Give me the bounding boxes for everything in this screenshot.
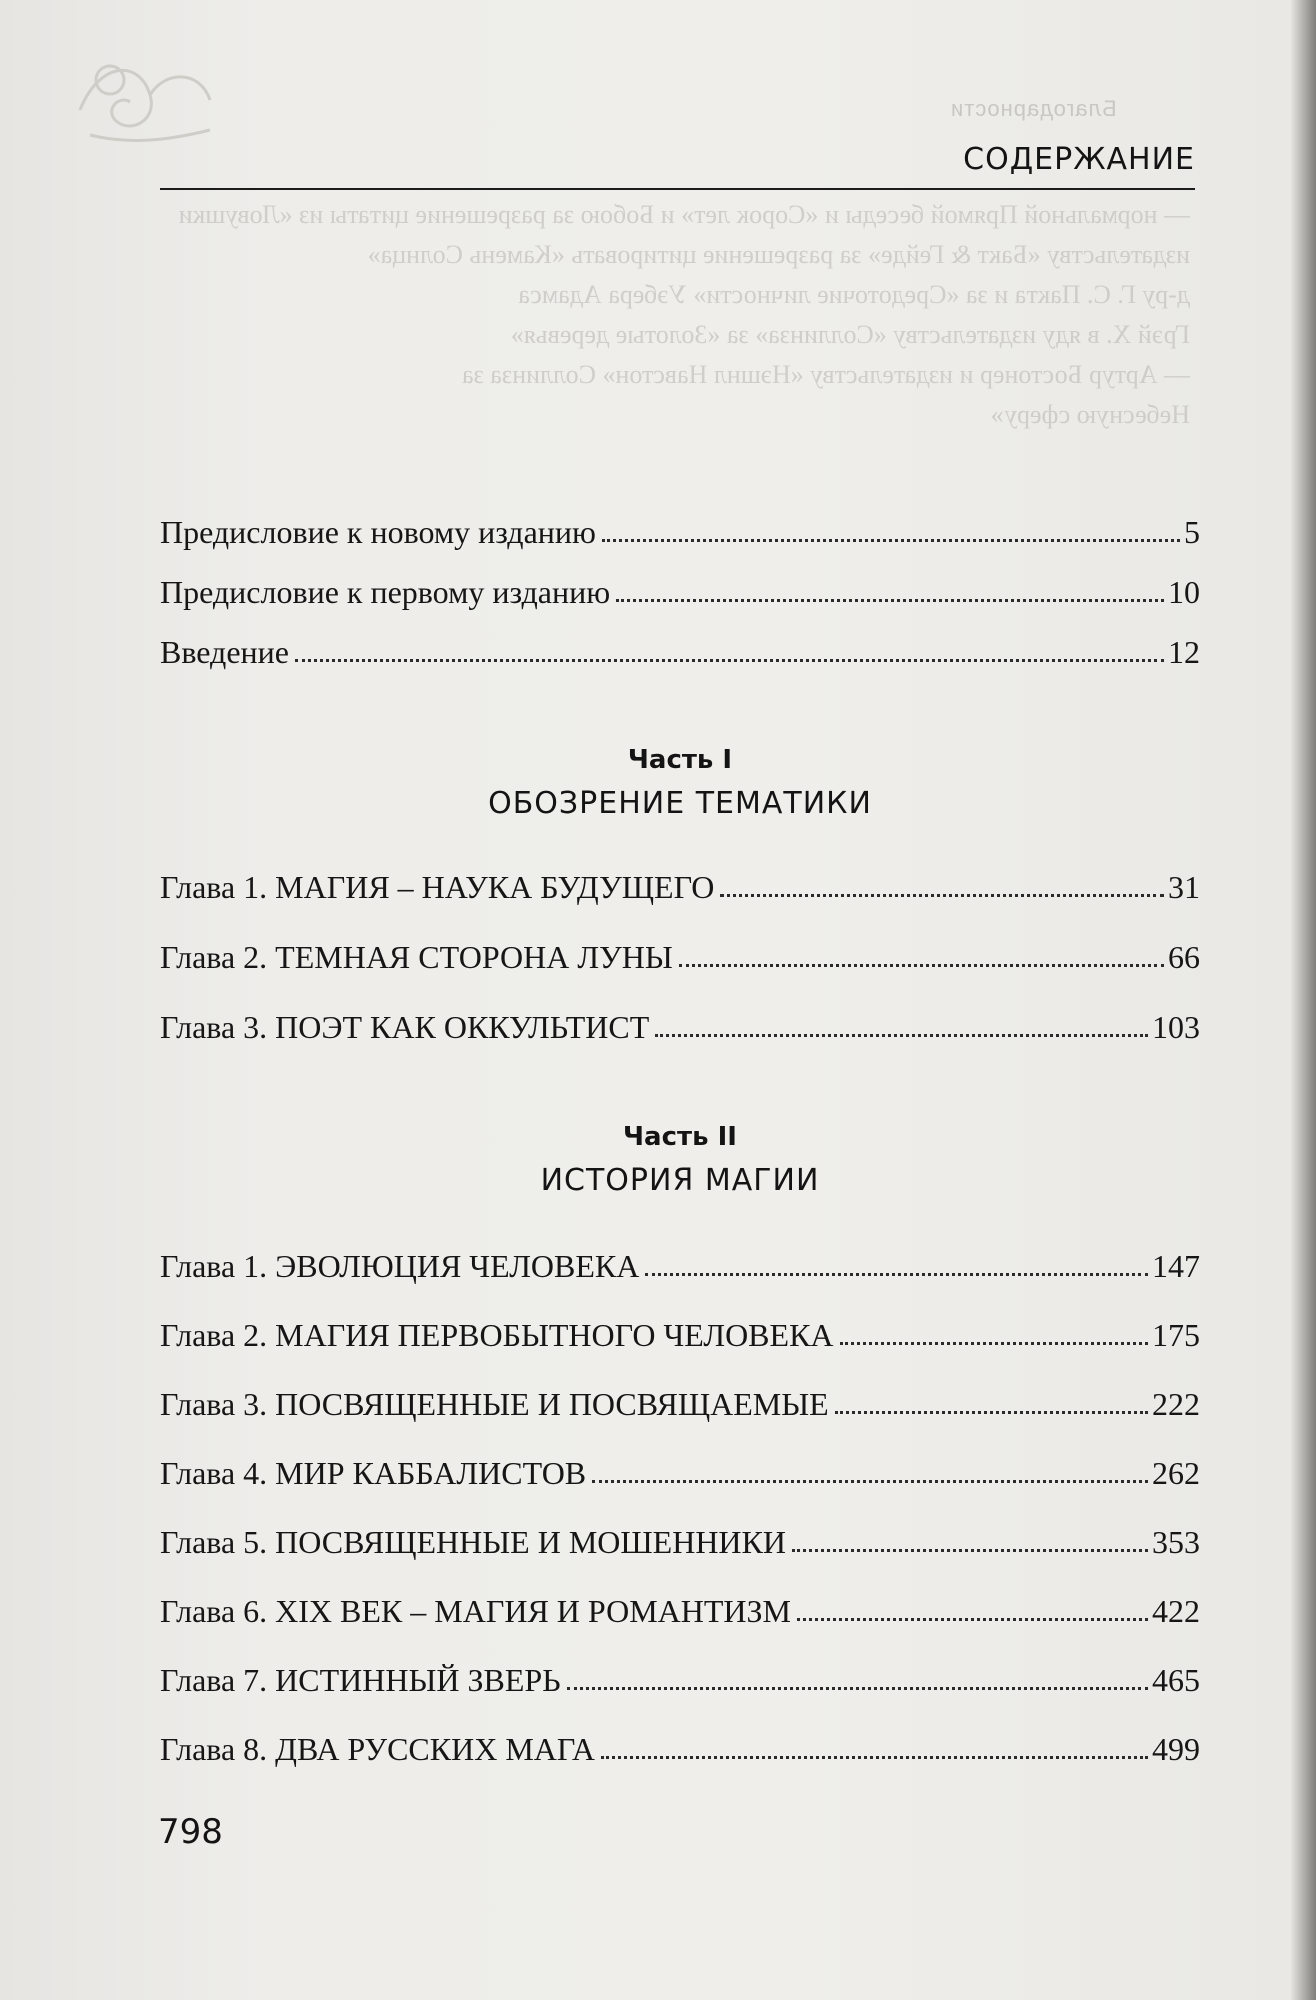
toc-entry-page: 499: [1152, 1731, 1200, 1767]
toc-entry[interactable]: [160, 1724, 1200, 1768]
toc-entry-page: 147: [1152, 1248, 1200, 1284]
toc-entry-page: 222: [1152, 1386, 1200, 1422]
dot-leader: [616, 597, 1164, 602]
toc-entry[interactable]: [160, 862, 1200, 906]
toc-entry[interactable]: [160, 507, 1200, 551]
page-edge-shadow: [1290, 0, 1316, 2000]
page-title: СОДЕРЖАНИЕ: [963, 142, 1195, 177]
bleed-through-text: д-ру Г. С. Пакта и за «Средоточие личности» Уэбера Адамса: [518, 280, 1190, 309]
dot-leader: [567, 1685, 1148, 1690]
toc-entry[interactable]: [160, 627, 1200, 671]
bleed-through-text: — Артур Бостонер и издательству «Нэшнл Навстон» Соллинза за: [462, 360, 1190, 389]
toc-entry-title: Глава 1. ЭВОЛЮЦИЯ ЧЕЛОВЕКА: [160, 1248, 640, 1284]
toc-entry-title: Глава 8. ДВА РУССКИХ МАГА: [160, 1731, 596, 1767]
dot-leader: [601, 1754, 1148, 1759]
part-label: Часть I: [627, 745, 733, 775]
bleed-through-text: — нормальной Прямой беседы и «Сорок лет» и Бобою за разрешение цитаты из «Ловушки: [178, 200, 1190, 229]
toc-entry-title: Глава 3. ПОСВЯЩЕННЫЕ И ПОСВЯЩАЕМЫЕ: [160, 1386, 829, 1422]
dot-leader: [840, 1340, 1148, 1345]
toc-entry-title: Предисловие к первому изданию: [160, 574, 611, 610]
toc-entry-title: Глава 6. XIX ВЕК – МАГИЯ И РОМАНТИЗМ: [160, 1593, 791, 1629]
decorative-ornament-icon: [70, 40, 220, 150]
toc-entry-page: 422: [1152, 1593, 1200, 1629]
toc-entry[interactable]: [160, 1655, 1200, 1699]
dot-leader: [602, 537, 1180, 542]
toc-entry-title: Глава 5. ПОСВЯЩЕННЫЕ И МОШЕННИКИ: [160, 1524, 786, 1560]
toc-entry-page: 175: [1152, 1317, 1200, 1353]
toc-entry-title: Глава 3. ПОЭТ КАК ОККУЛЬТИСТ: [160, 1009, 650, 1045]
dot-leader: [592, 1478, 1148, 1483]
toc-entry-title: Глава 7. ИСТИННЫЙ ЗВЕРЬ: [160, 1662, 561, 1698]
title-rule: [160, 188, 1195, 190]
toc-entry-title: Предисловие к новому изданию: [160, 514, 596, 550]
bleed-through-header: Благодарности: [950, 96, 1117, 121]
dot-leader: [797, 1616, 1148, 1621]
bleed-through-text: Небесную сферу»: [990, 400, 1190, 429]
dot-leader: [645, 1271, 1148, 1276]
toc-entry-title: Глава 1. МАГИЯ – НАУКА БУДУЩЕГО: [160, 869, 715, 905]
toc-entry-title: Введение: [160, 634, 289, 670]
part-title: ОБОЗРЕНИЕ ТЕМАТИКИ: [488, 786, 872, 821]
dot-leader: [835, 1409, 1148, 1414]
toc-entry[interactable]: [160, 932, 1200, 976]
bleed-through-text: Грэй Х. в яду издательству «Соллинза» за «Золотые деревья»: [510, 320, 1190, 349]
toc-entry[interactable]: [160, 567, 1200, 611]
toc-entry-title: Глава 2. ТЕМНАЯ СТОРОНА ЛУНЫ: [160, 939, 673, 975]
dot-leader: [720, 892, 1164, 897]
part-title: ИСТОРИЯ МАГИИ: [540, 1163, 820, 1198]
toc-entry[interactable]: [160, 1448, 1200, 1492]
bleed-through-text: издательству «Бакт & Гейде» за разрешение цитировать «Камень Солнца»: [367, 240, 1190, 269]
dot-leader: [295, 657, 1164, 662]
toc-entry-page: 66: [1168, 939, 1200, 975]
toc-entry[interactable]: [160, 1586, 1200, 1630]
toc-entry-title: Глава 2. МАГИЯ ПЕРВОБЫТНОГО ЧЕЛОВЕКА: [160, 1317, 834, 1353]
toc-entry[interactable]: [160, 1002, 1200, 1046]
toc-entry-page: 31: [1168, 869, 1200, 905]
toc-entry-page: 10: [1168, 574, 1200, 610]
toc-entry[interactable]: [160, 1517, 1200, 1561]
toc-entry-page: 103: [1152, 1009, 1200, 1045]
toc-entry-title: Глава 4. МИР КАББАЛИСТОВ: [160, 1455, 587, 1491]
dot-leader: [679, 962, 1164, 967]
dot-leader: [655, 1032, 1148, 1037]
toc-entry[interactable]: [160, 1379, 1200, 1423]
dot-leader: [792, 1547, 1148, 1552]
toc-entry[interactable]: [160, 1310, 1200, 1354]
toc-entry-page: 262: [1152, 1455, 1200, 1491]
page-number: 798: [158, 1812, 223, 1852]
toc-entry-page: 353: [1152, 1524, 1200, 1560]
toc-entry-page: 465: [1152, 1662, 1200, 1698]
part-label: Часть II: [623, 1122, 737, 1152]
toc-entry-page: 12: [1168, 634, 1200, 670]
toc-entry-page: 5: [1184, 514, 1200, 550]
toc-entry[interactable]: [160, 1241, 1200, 1285]
